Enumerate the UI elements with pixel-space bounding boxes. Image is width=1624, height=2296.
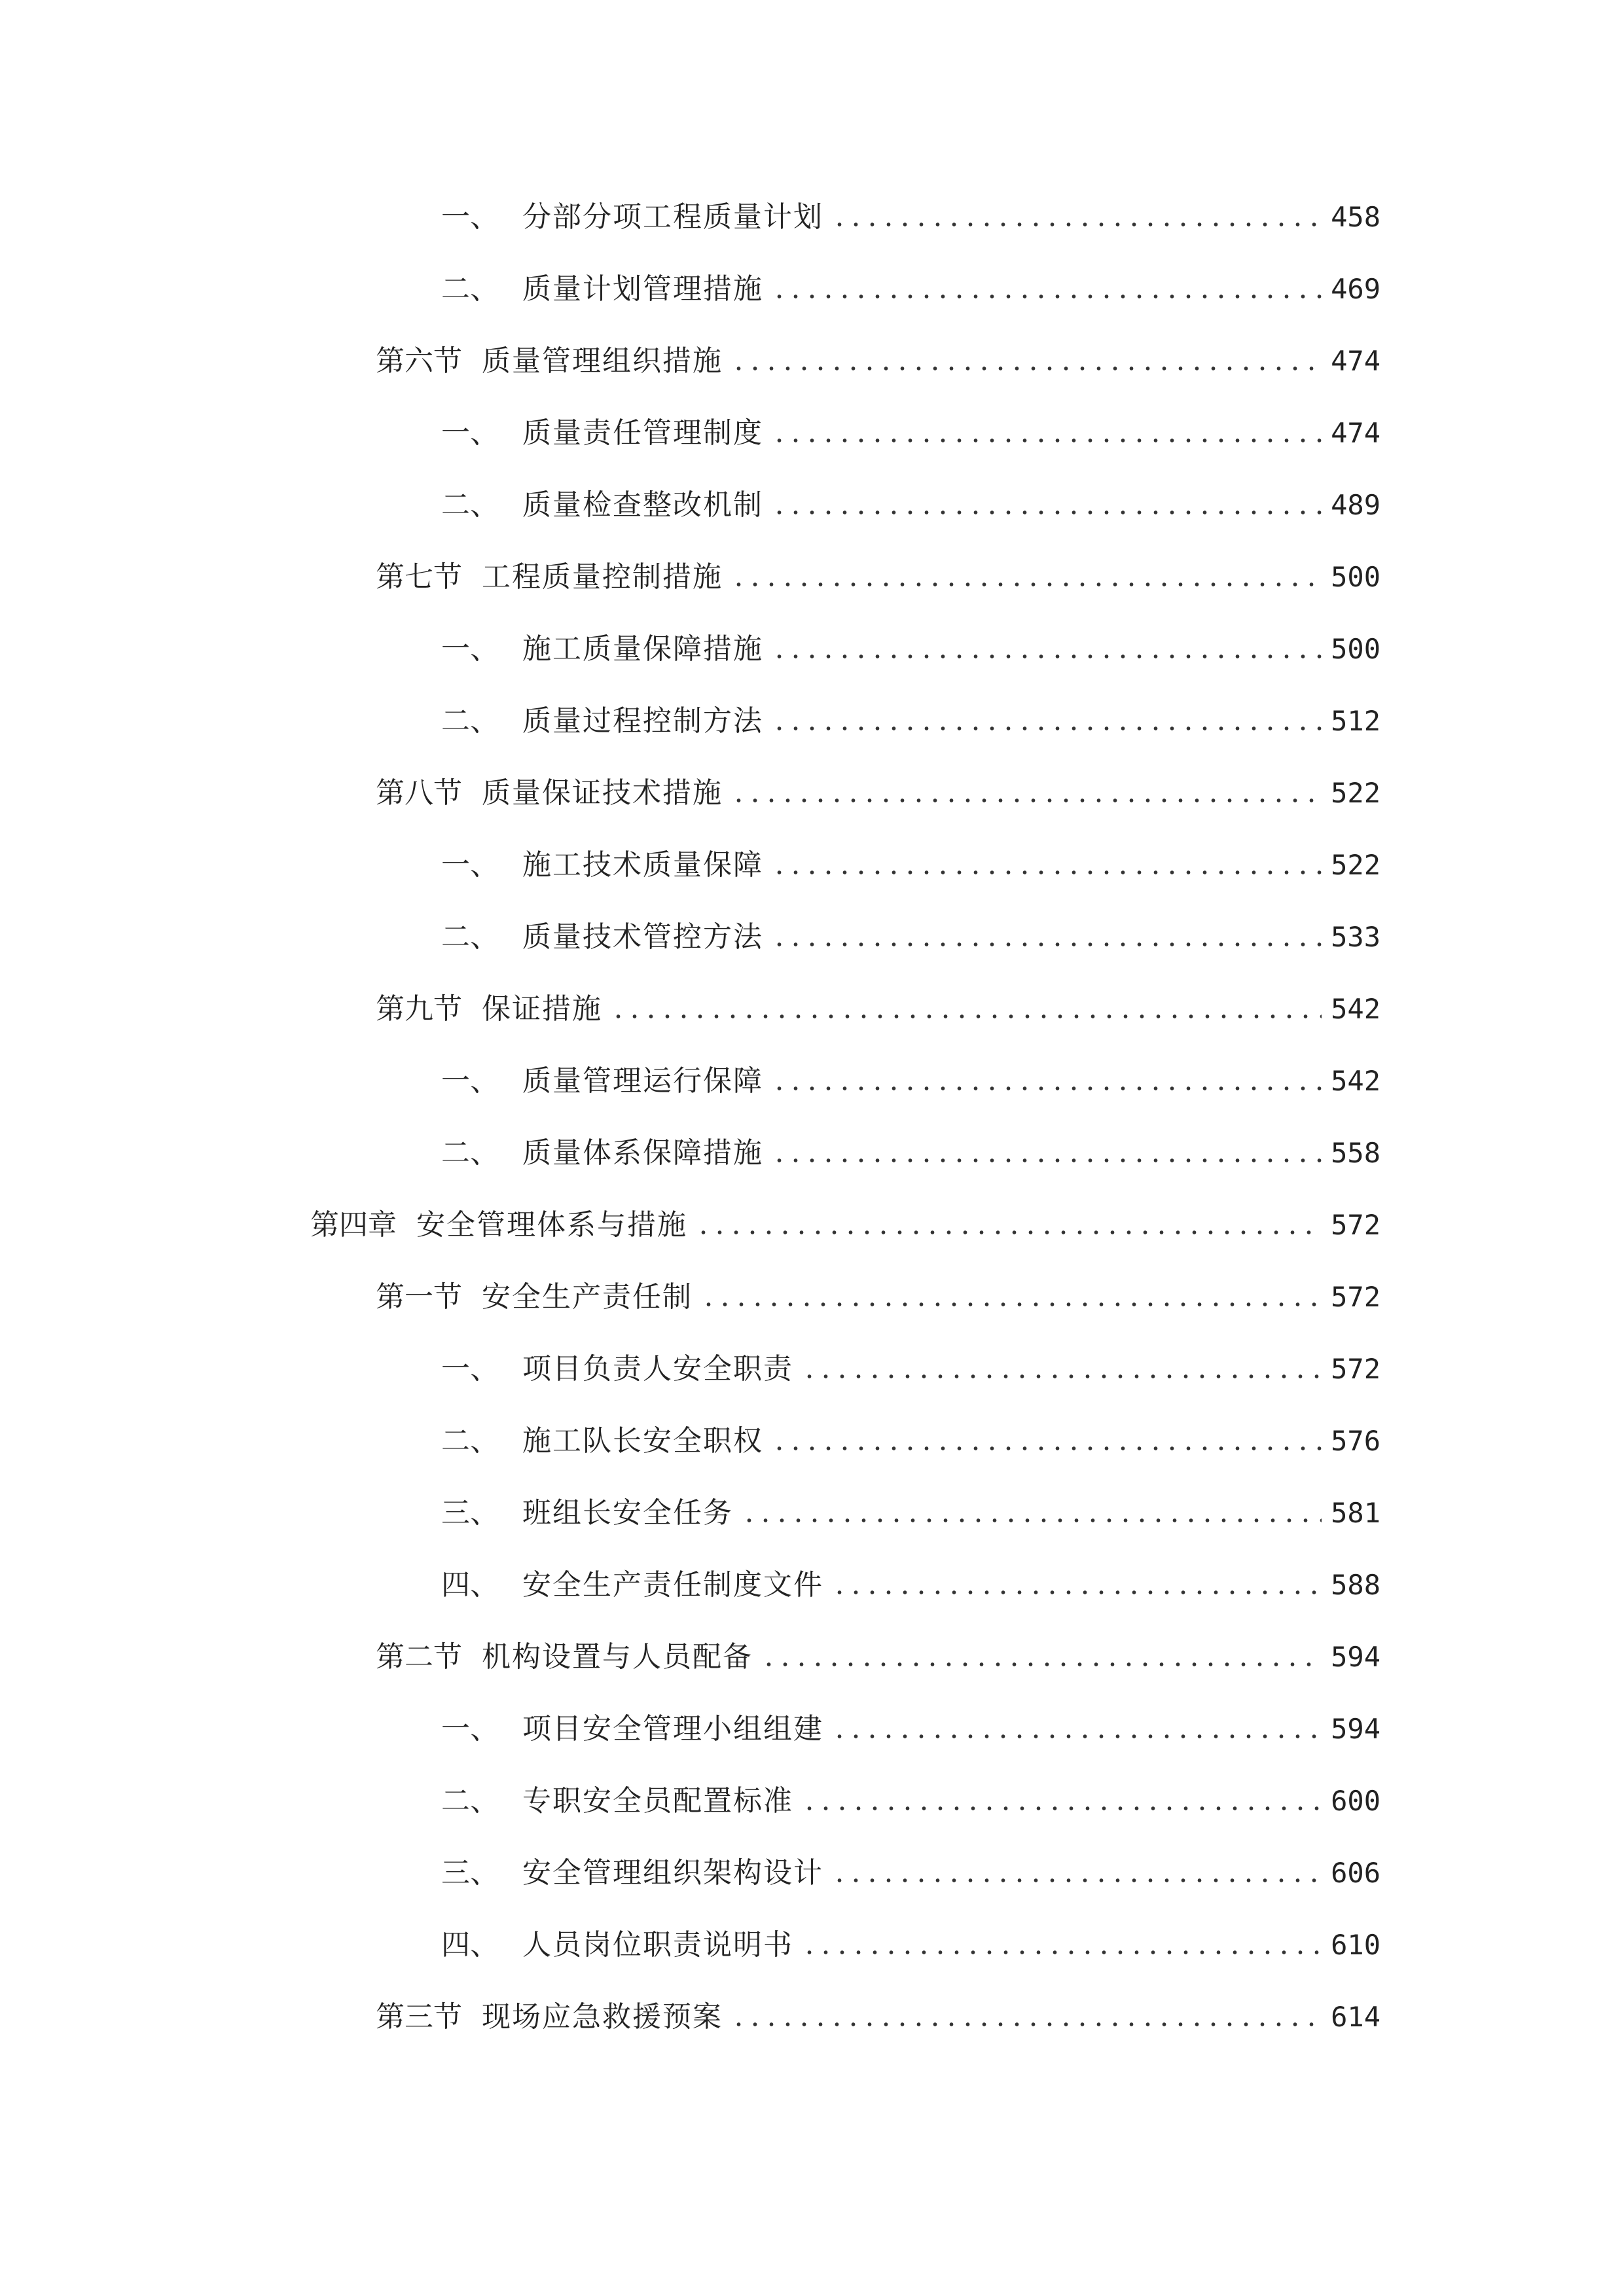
- toc-entry[interactable]: [441, 407, 1380, 459]
- toc-entry-page: 542: [1331, 993, 1380, 1025]
- toc-entry-title: 施工技术质量保障: [522, 848, 763, 882]
- toc-dot-leader: [771, 1082, 1322, 1095]
- toc-entry-number: 一、: [441, 1712, 499, 1746]
- toc-entry-number: 一、: [441, 632, 499, 666]
- toc-entry-page: 474: [1331, 345, 1380, 377]
- toc-entry[interactable]: [441, 263, 1380, 315]
- toc-entry-title: 机构设置与人员配备: [482, 1640, 753, 1674]
- toc-entry[interactable]: [441, 1055, 1380, 1107]
- toc-dot-leader: [801, 1370, 1322, 1383]
- toc-entry[interactable]: [441, 479, 1380, 531]
- toc-entry-number: 二、: [441, 704, 499, 738]
- toc-entry-number: 一、: [441, 1064, 499, 1098]
- toc-entry-page: 610: [1331, 1929, 1380, 1961]
- toc-entry-title: 安全管理组织架构设计: [522, 1856, 823, 1890]
- toc-entry-number: 第七节: [376, 560, 462, 594]
- toc-entry-title: 安全管理体系与措施: [416, 1208, 687, 1242]
- toc-entry[interactable]: [441, 1559, 1380, 1611]
- toc-entry-page: 594: [1331, 1713, 1380, 1745]
- toc-entry-title: 安全生产责任制度文件: [522, 1568, 823, 1602]
- toc-entry-page: 594: [1331, 1641, 1380, 1673]
- toc-entry-page: 500: [1331, 633, 1380, 665]
- toc-dot-leader: [771, 290, 1322, 303]
- toc-entry-number: 第一节: [376, 1280, 462, 1314]
- toc-entry-page: 614: [1331, 2001, 1380, 2033]
- toc-dot-leader: [831, 1874, 1322, 1887]
- toc-entry-number: 二、: [441, 1784, 499, 1818]
- toc-entry-page: 522: [1331, 777, 1380, 809]
- toc-entry-page: 572: [1331, 1281, 1380, 1313]
- toc-entry-title: 施工队长安全职权: [522, 1424, 763, 1458]
- toc-dot-leader: [771, 1154, 1322, 1167]
- toc-dot-leader: [700, 1298, 1322, 1311]
- toc-entry-number: 二、: [441, 1136, 499, 1170]
- toc-entry[interactable]: [441, 695, 1380, 747]
- toc-entry-number: 三、: [441, 1856, 499, 1890]
- toc-entry[interactable]: [376, 551, 1380, 603]
- toc-dot-leader: [831, 1730, 1322, 1743]
- toc-entry[interactable]: [441, 1775, 1380, 1827]
- toc-entry-title: 项目负责人安全职责: [522, 1352, 793, 1386]
- toc-entry[interactable]: [441, 1703, 1380, 1755]
- toc-dot-leader: [771, 722, 1322, 735]
- toc-entry-number: 第二节: [376, 1640, 462, 1674]
- toc-dot-leader: [731, 362, 1322, 375]
- toc-entry-number: 第八节: [376, 776, 462, 810]
- toc-entry-title: 质量保证技术措施: [482, 776, 723, 810]
- toc-entry-number: 一、: [441, 1352, 499, 1386]
- toc-entry-page: 500: [1331, 561, 1380, 593]
- toc-entry-title: 质量过程控制方法: [522, 704, 763, 738]
- toc-dot-leader: [801, 1946, 1322, 1959]
- toc-entry-page: 572: [1331, 1209, 1380, 1241]
- toc-entry-number: 一、: [441, 200, 499, 234]
- toc-dot-leader: [771, 938, 1322, 951]
- toc-entry-number: 第六节: [376, 344, 462, 378]
- toc-entry[interactable]: [441, 1919, 1380, 1971]
- toc-entry-page: 576: [1331, 1425, 1380, 1457]
- toc-entry-title: 质量管理组织措施: [482, 344, 723, 378]
- toc-entry-page: 474: [1331, 417, 1380, 449]
- toc-entry[interactable]: [376, 767, 1380, 819]
- toc-entry[interactable]: [310, 1199, 1380, 1251]
- toc-entry-title: 质量责任管理制度: [522, 416, 763, 450]
- toc-entry-title: 现场应急救援预案: [482, 2000, 723, 2034]
- toc-dot-leader: [610, 1010, 1322, 1023]
- toc-entry-number: 二、: [441, 272, 499, 306]
- toc-entry-number: 三、: [441, 1496, 499, 1530]
- toc-entry[interactable]: [441, 1847, 1380, 1899]
- toc-dot-leader: [771, 866, 1322, 879]
- toc-dot-leader: [695, 1226, 1322, 1239]
- toc-entry[interactable]: [441, 623, 1380, 675]
- toc-dot-leader: [771, 650, 1322, 663]
- toc-entry[interactable]: [441, 1343, 1380, 1395]
- toc-entry[interactable]: [376, 1631, 1380, 1683]
- toc-entry[interactable]: [441, 191, 1380, 243]
- toc-entry-title: 班组长安全任务: [522, 1496, 733, 1530]
- toc-entry[interactable]: [441, 839, 1380, 891]
- toc-entry-number: 二、: [441, 920, 499, 954]
- toc-entry[interactable]: [376, 1991, 1380, 2043]
- toc-entry[interactable]: [376, 983, 1380, 1035]
- toc-entry-page: 458: [1331, 201, 1380, 233]
- toc-dot-leader: [741, 1514, 1322, 1527]
- toc-entry-page: 600: [1331, 1785, 1380, 1817]
- toc-entry-title: 分部分项工程质量计划: [522, 200, 823, 234]
- toc-dot-leader: [731, 2018, 1322, 2031]
- toc-dot-leader: [771, 1442, 1322, 1455]
- toc-entry-page: 606: [1331, 1857, 1380, 1889]
- toc-entry-number: 第三节: [376, 2000, 462, 2034]
- toc-entry-number: 四、: [441, 1928, 499, 1962]
- toc-dot-leader: [761, 1658, 1322, 1671]
- toc-entry-number: 一、: [441, 416, 499, 450]
- toc-entry-page: 489: [1331, 489, 1380, 521]
- toc-dot-leader: [831, 218, 1322, 231]
- toc-entry-title: 工程质量控制措施: [482, 560, 723, 594]
- toc-entry-number: 四、: [441, 1568, 499, 1602]
- toc-entry[interactable]: [441, 1487, 1380, 1539]
- toc-entry-page: 558: [1331, 1137, 1380, 1169]
- toc-dot-leader: [731, 794, 1322, 807]
- toc-entry-title: 质量计划管理措施: [522, 272, 763, 306]
- toc-entry[interactable]: [441, 911, 1380, 963]
- toc-entry[interactable]: [376, 335, 1380, 387]
- toc-entry-page: 522: [1331, 849, 1380, 881]
- toc-entry-page: 533: [1331, 921, 1380, 953]
- toc-entry-number: 第四章: [310, 1208, 397, 1242]
- toc-entry-number: 二、: [441, 488, 499, 522]
- toc-entry-number: 一、: [441, 848, 499, 882]
- toc-entry-title: 质量体系保障措施: [522, 1136, 763, 1170]
- toc-entry-page: 588: [1331, 1569, 1380, 1601]
- toc-entry-title: 专职安全员配置标准: [522, 1784, 793, 1818]
- toc-entry-page: 469: [1331, 273, 1380, 305]
- toc-entry-title: 项目安全管理小组组建: [522, 1712, 823, 1746]
- toc-entry-title: 施工质量保障措施: [522, 632, 763, 666]
- toc-entry-title: 安全生产责任制: [482, 1280, 693, 1314]
- toc-dot-leader: [831, 1586, 1322, 1599]
- toc-dot-leader: [801, 1802, 1322, 1815]
- toc-dot-leader: [731, 578, 1322, 591]
- toc-dot-leader: [771, 506, 1322, 519]
- toc-entry-page: 581: [1331, 1497, 1380, 1529]
- toc-entry-page: 542: [1331, 1065, 1380, 1097]
- toc-entry[interactable]: [441, 1415, 1380, 1467]
- toc-entry-number: 二、: [441, 1424, 499, 1458]
- toc-entry-page: 572: [1331, 1353, 1380, 1385]
- toc-entry-title: 质量技术管控方法: [522, 920, 763, 954]
- toc-entry-title: 质量管理运行保障: [522, 1064, 763, 1098]
- toc-entry-title: 质量检查整改机制: [522, 488, 763, 522]
- toc-entry[interactable]: [441, 1127, 1380, 1179]
- toc-entry-title: 人员岗位职责说明书: [522, 1928, 793, 1962]
- toc-entry-page: 512: [1331, 705, 1380, 737]
- toc-entry-title: 保证措施: [482, 992, 602, 1026]
- toc-entry-number: 第九节: [376, 992, 462, 1026]
- toc-entry[interactable]: [376, 1271, 1380, 1323]
- toc-dot-leader: [771, 434, 1322, 447]
